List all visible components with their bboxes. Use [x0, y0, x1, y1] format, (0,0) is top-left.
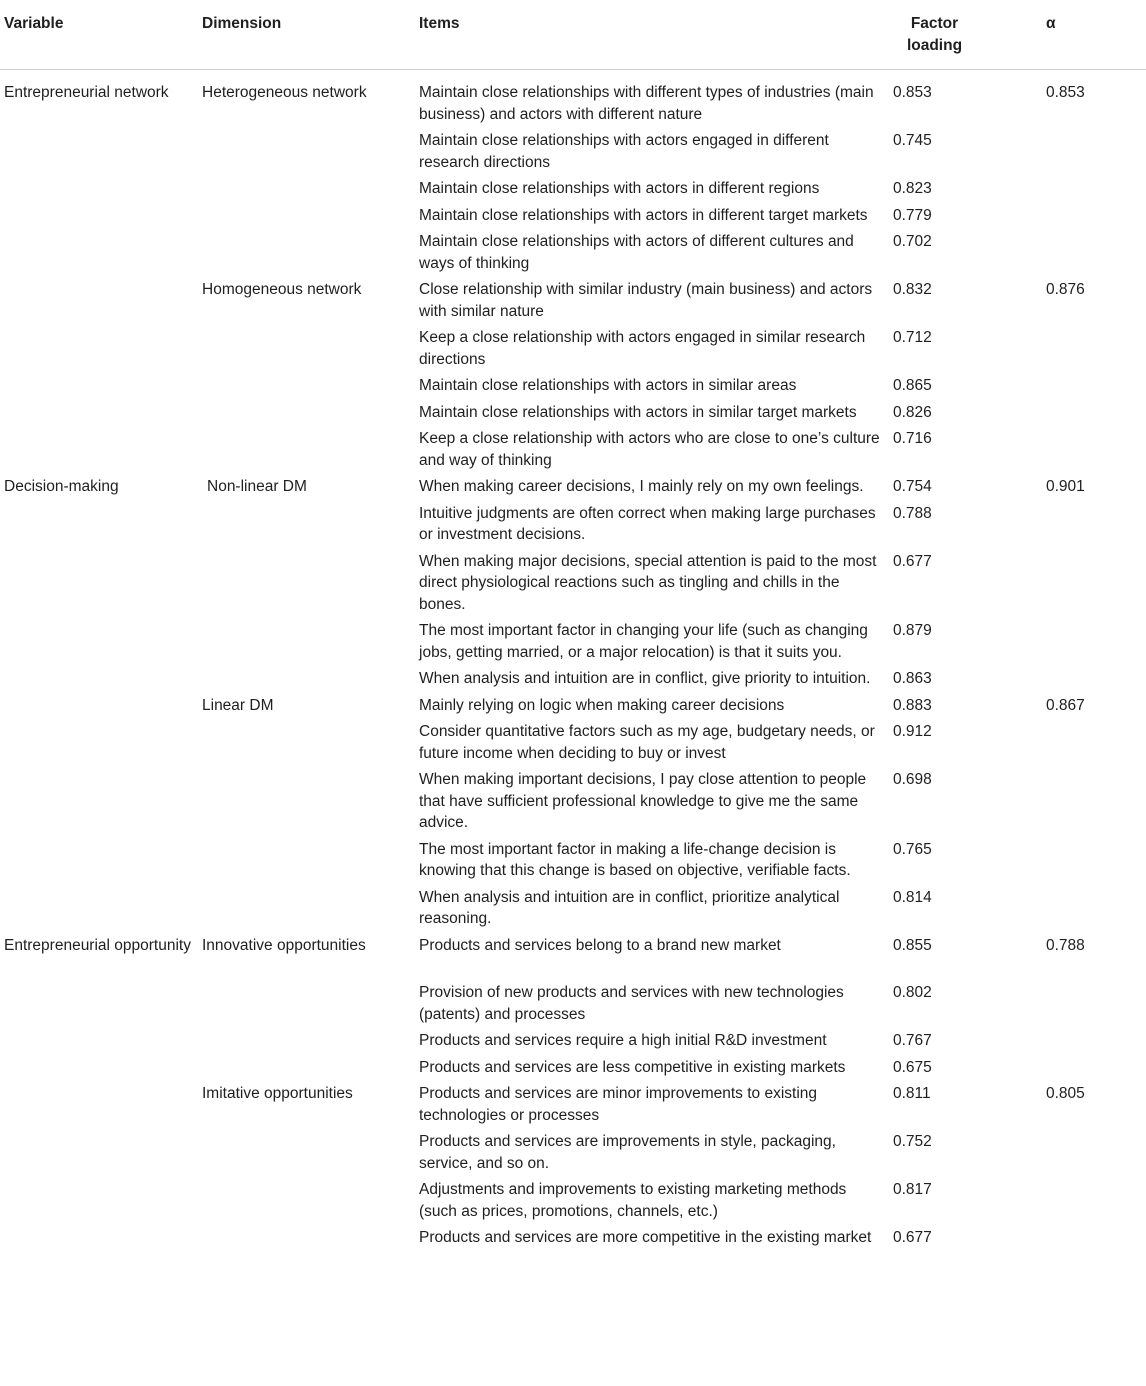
- factor-loading-cell: 0.754: [893, 478, 932, 495]
- factor-loading-cell: 0.817: [893, 1181, 932, 1198]
- header-alpha: α: [1042, 0, 1146, 70]
- factor-loading-cell: 0.826: [893, 403, 932, 421]
- item-cell: Close relationship with similar industry (main business) and actors with similar nature: [419, 281, 873, 320]
- table-body: [0, 70, 1146, 1254]
- alpha-cell: [1042, 327, 1146, 375]
- variable-cell: [0, 1030, 198, 1057]
- alpha-cell: [1042, 428, 1146, 476]
- variable-cell: [0, 982, 198, 1030]
- variable-cell: [0, 205, 198, 232]
- dimension-cell: [198, 1030, 415, 1057]
- variable-cell: [0, 503, 198, 551]
- variable-cell: [0, 178, 198, 205]
- table-row: [0, 178, 1146, 205]
- item-cell: Keep a close relationship with actors engaged in similar research directions: [419, 329, 866, 368]
- table-row: [0, 279, 1146, 327]
- item-cell: Maintain close relationships with actors in different regions: [419, 180, 820, 197]
- dimension-cell: Heterogeneous network: [202, 84, 367, 101]
- table-row: [0, 620, 1146, 668]
- item-cell: When making career decisions, I mainly rely on my own feelings.: [419, 478, 864, 495]
- item-cell: Provision of new products and services with new technologies (patents) and processes: [419, 984, 844, 1023]
- factor-loading-cell: 0.779: [893, 206, 932, 224]
- header-dimension: Dimension: [198, 0, 415, 70]
- dimension-cell: [198, 327, 415, 375]
- dimension-cell: [198, 839, 415, 887]
- factor-loading-cell: 0.865: [893, 377, 932, 394]
- alpha-cell: [1042, 1179, 1146, 1227]
- variable-cell: [0, 130, 198, 178]
- dimension-cell: [198, 721, 415, 769]
- alpha-cell: [1042, 402, 1146, 429]
- table-row: [0, 982, 1146, 1030]
- dimension-cell: [198, 982, 415, 1030]
- alpha-cell: [1042, 178, 1146, 205]
- table-row: [0, 695, 1146, 722]
- item-cell: When analysis and intuition are in conflict, prioritize analytical reasoning.: [419, 888, 840, 927]
- item-cell: When analysis and intuition are in conflict, give priority to intuition.: [419, 670, 871, 687]
- variable-cell: [0, 375, 198, 402]
- dimension-cell: Imitative opportunities: [202, 1085, 353, 1102]
- table-row: [0, 327, 1146, 375]
- alpha-cell: [1042, 620, 1146, 668]
- alpha-cell: [1042, 375, 1146, 402]
- item-cell: When making important decisions, I pay close attention to people that have sufficient professional knowledge to give me the same advice.: [419, 771, 867, 831]
- alpha-cell: [1042, 721, 1146, 769]
- factor-loading-cell: 0.765: [893, 840, 932, 858]
- factor-loading-cell: 0.912: [893, 723, 932, 740]
- item-cell: Products and services are more competitive in the existing market: [419, 1229, 872, 1246]
- variable-cell: [0, 1131, 198, 1179]
- alpha-cell: [1042, 205, 1146, 232]
- variable-cell: [0, 551, 198, 621]
- dimension-cell: Innovative opportunities: [202, 936, 366, 954]
- variable-cell: [0, 1057, 198, 1084]
- table-row: [0, 1083, 1146, 1131]
- item-cell: Products and services are improvements in style, packaging, service, and so on.: [419, 1133, 836, 1172]
- table-row: [0, 231, 1146, 279]
- item-cell: Maintain close relationships with actors in similar areas: [419, 377, 797, 394]
- variable-cell: [0, 279, 198, 327]
- factor-loading-cell: 0.716: [893, 430, 932, 447]
- factor-loading-cell: 0.855: [893, 936, 932, 954]
- item-cell: Products and services are less competitive in existing markets: [419, 1058, 846, 1076]
- alpha-cell: [1042, 1030, 1146, 1057]
- item-cell: Intuitive judgments are often correct when making large purchases or investment decisions.: [419, 504, 876, 543]
- factor-loading-cell: 0.802: [893, 984, 932, 1001]
- table-row: [0, 130, 1146, 178]
- dimension-cell: [198, 668, 415, 695]
- alpha-cell: 0.876: [1046, 281, 1085, 298]
- table-row: [0, 503, 1146, 551]
- factor-loading-cell: 0.883: [893, 696, 932, 714]
- alpha-cell: [1042, 668, 1146, 695]
- table-row: [0, 476, 1146, 503]
- alpha-cell: [1042, 887, 1146, 935]
- dimension-cell: Non-linear DM: [207, 478, 307, 495]
- item-cell: Maintain close relationships with actors in different target markets: [419, 206, 868, 224]
- variable-cell: [0, 1083, 198, 1131]
- variable-cell: [0, 695, 198, 722]
- factor-loading-cell: 0.823: [893, 180, 932, 197]
- alpha-cell: [1042, 769, 1146, 839]
- table-row: [0, 1227, 1146, 1254]
- factor-loading-cell: 0.811: [893, 1085, 931, 1102]
- variable-cell: Entrepreneurial opportunity: [4, 936, 191, 954]
- variable-cell: [0, 620, 198, 668]
- table-row: [0, 887, 1146, 935]
- variable-cell: [0, 769, 198, 839]
- factor-loading-cell: 0.832: [893, 281, 932, 298]
- item-cell: The most important factor in changing your life (such as changing jobs, getting married, or a major relocation) is that it suits you.: [419, 622, 868, 661]
- table-row: [0, 428, 1146, 476]
- header-items: Items: [415, 0, 887, 70]
- factor-loading-cell: 0.863: [893, 670, 932, 687]
- factor-loading-cell: 0.814: [893, 888, 932, 906]
- alpha-cell: [1042, 1057, 1146, 1084]
- table-row: [0, 70, 1146, 131]
- variable-cell: [0, 231, 198, 279]
- table-row: [0, 551, 1146, 621]
- factor-loading-cell: 0.788: [893, 504, 932, 522]
- factor-loading-cell: 0.767: [893, 1032, 932, 1049]
- header-factor-loading: Factor loading: [887, 0, 1042, 70]
- item-cell: Maintain close relationships with different types of industries (main business) and actors with different nature: [419, 84, 874, 123]
- alpha-cell: [1042, 231, 1146, 279]
- variable-cell: [0, 1227, 198, 1254]
- variable-cell: [0, 839, 198, 887]
- item-cell: Consider quantitative factors such as my age, budgetary needs, or future income when deciding to buy or invest: [419, 723, 875, 762]
- dimension-cell: [198, 178, 415, 205]
- factor-loading-cell: 0.745: [893, 132, 932, 149]
- factor-loading-cell: 0.853: [893, 84, 932, 101]
- item-cell: Products and services are minor improvements to existing technologies or processes: [419, 1085, 817, 1124]
- variable-cell: [0, 327, 198, 375]
- table-row: [0, 402, 1146, 429]
- dimension-cell: Linear DM: [202, 696, 274, 714]
- item-cell: Adjustments and improvements to existing marketing methods (such as prices, promotions, channels, etc.): [419, 1181, 847, 1220]
- alpha-cell: [1042, 982, 1146, 1030]
- alpha-cell: 0.867: [1046, 696, 1085, 714]
- variable-cell: [0, 887, 198, 935]
- factor-loading-cell: 0.698: [893, 771, 932, 788]
- dimension-cell: [198, 551, 415, 621]
- dimension-cell: [198, 1179, 415, 1227]
- table-row: [0, 375, 1146, 402]
- alpha-cell: [1042, 130, 1146, 178]
- dimension-cell: [198, 402, 415, 429]
- variable-cell: [0, 428, 198, 476]
- item-cell: Maintain close relationships with actors in similar target markets: [419, 403, 857, 421]
- alpha-cell: 0.901: [1046, 478, 1085, 495]
- dimension-cell: [198, 620, 415, 668]
- alpha-cell: [1042, 839, 1146, 887]
- factor-loading-cell: 0.712: [893, 329, 932, 346]
- dimension-cell: [198, 375, 415, 402]
- factor-loading-cell: 0.677: [893, 552, 932, 570]
- item-cell: Maintain close relationships with actors of different cultures and ways of thinking: [419, 233, 854, 272]
- alpha-cell: 0.805: [1046, 1085, 1085, 1102]
- table-row: [0, 839, 1146, 887]
- dimension-cell: [198, 769, 415, 839]
- dimension-cell: [198, 130, 415, 178]
- item-cell: Products and services belong to a brand new market: [419, 936, 781, 954]
- table-row: [0, 1057, 1146, 1084]
- dimension-cell: [198, 205, 415, 232]
- alpha-cell: [1042, 1227, 1146, 1254]
- dimension-cell: [198, 1057, 415, 1084]
- factor-loading-cell: 0.702: [893, 233, 932, 250]
- dimension-cell: [198, 231, 415, 279]
- table-row: [0, 769, 1146, 839]
- variable-cell: [0, 1179, 198, 1227]
- table-row: [0, 1179, 1146, 1227]
- variable-cell: Entrepreneurial network: [4, 84, 169, 101]
- table-row: [0, 1030, 1146, 1057]
- table-row: [0, 935, 1146, 983]
- alpha-cell: [1042, 551, 1146, 621]
- item-cell: When making major decisions, special attention is paid to the most direct physiological reactions such as tingling and chills in the bones.: [419, 552, 877, 613]
- alpha-cell: 0.788: [1046, 936, 1085, 954]
- table-row: [0, 668, 1146, 695]
- alpha-cell: [1042, 503, 1146, 551]
- factor-loading-cell: 0.675: [893, 1058, 932, 1076]
- item-cell: Maintain close relationships with actors engaged in different research directions: [419, 132, 829, 171]
- variable-cell: [0, 668, 198, 695]
- dimension-cell: [198, 1131, 415, 1179]
- dimension-cell: [198, 503, 415, 551]
- dimension-cell: Homogeneous network: [202, 281, 362, 298]
- variable-cell: Decision-making: [4, 478, 119, 495]
- alpha-cell: [1042, 1131, 1146, 1179]
- dimension-cell: [198, 1227, 415, 1254]
- factor-loading-cell: 0.752: [893, 1133, 932, 1150]
- alpha-cell: 0.853: [1046, 84, 1085, 101]
- item-cell: Mainly relying on logic when making career decisions: [419, 696, 785, 714]
- item-cell: The most important factor in making a life-change decision is knowing that this change is based on objective, verifiable facts.: [419, 840, 851, 879]
- table-row: [0, 205, 1146, 232]
- dimension-cell: [198, 428, 415, 476]
- header-row: [0, 0, 1146, 70]
- table-row: [0, 1131, 1146, 1179]
- variable-cell: [0, 402, 198, 429]
- dimension-cell: [198, 887, 415, 935]
- factor-loading-cell: 0.677: [893, 1229, 932, 1246]
- item-cell: Keep a close relationship with actors who are close to one’s culture and way of thinking: [419, 430, 880, 469]
- variable-cell: [0, 721, 198, 769]
- item-cell: Products and services require a high initial R&D investment: [419, 1032, 827, 1049]
- header-variable: Variable: [0, 0, 198, 70]
- factor-loading-cell: 0.879: [893, 622, 932, 639]
- table-row: [0, 721, 1146, 769]
